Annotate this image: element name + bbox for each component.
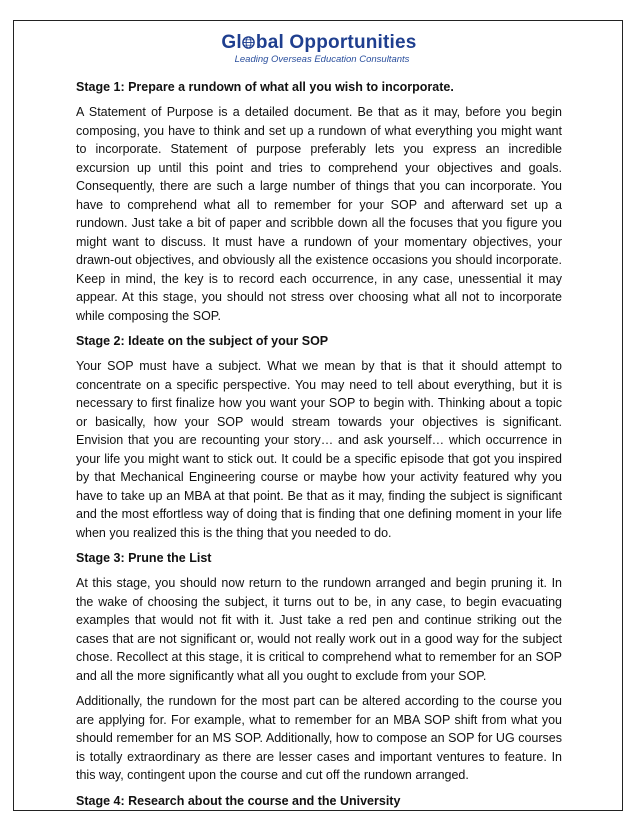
body-paragraph: Your SOP must have a subject. What we mean by that is that it should attempt to concentrate on a specific perspective. You may need to tell about everything, but it is necessary to first finalize how you want your SOP to begin with. Thinking about a topic or basically, how your SOP would stream towards your objectives is significant. Envision that you are recounting your story… and ask yourself… which occurrence in your life you might want to stick out. It could be a specific episode that got you inspired by that Mechanical Engineering course or maybe how your activity featured why you have to take up an MBA at that point. Be that as it may, finding the subject is significant and the most effortless way of doing that is finding that one defining moment in your life when you realized this is the thing that you needed to do.: [76, 359, 562, 540]
section-heading: Stage 4: Research about the course and the University: [76, 793, 401, 808]
logo-wordmark: [0, 33, 638, 53]
globe-icon: [242, 34, 255, 47]
logo-suffix: bal Opportunities: [255, 32, 417, 53]
section-heading: Stage 1: Prepare a rundown of what all you wish to incorporate.: [76, 80, 454, 94]
body-paragraph: At this stage, you should now return to the rundown arranged and begin pruning it. In the wake of choosing the subject, it turns out to be, in any case, to begin evacuating examples that would not fit with it. Just take a red pen and continue striking out the cases that are not significant or, would not really work out in a good way for the subject chose. Recollect at this stage, it is critical to comprehend what to remember for an SOP and all the more significantly what all you ought to exclude from your SOP.: [76, 576, 562, 683]
logo-prefix: Gl: [221, 32, 242, 53]
body-paragraph: A Statement of Purpose is a detailed document. Be that as it may, before you begin composing, you have to think and set up a rundown of what everything you might want to incorporate. Statement of purpose preferably lets you express an incredible excursion up until this point and tries to comprehend your objectives and goals. Consequently, there are such a large number of things that you can incorporate. You have to comprehend what all to remember for your SOP and afterward set up a rundown. Just take a bit of paper and scribble down all the focuses that you figure you might want to discuss. It must have a rundown of your momentary objectives, your drawn-out objectives, and obviously all the existence occasions you should incorporate. Keep in mind, the key is to record each occurrence, in any case, unessential it may appear. At this stage, you should not stress over choosing what all not to incorporate while composing the SOP.: [76, 105, 562, 323]
document-body: [76, 78, 562, 817]
section-heading: Stage 2: Ideate on the subject of your SOP: [76, 334, 329, 348]
body-paragraph: Additionally, the rundown for the most part can be altered according to the course you are applying for. For example, what to remember for an MBA SOP shift from what you should remember for an MS SOP. Additionally, how to compose an SOP for UG courses is totally extraordinary as there are lesser cases and important ventures to feature. In this way, contingent upon the course and cut off the rundown arranged.: [76, 694, 562, 782]
section-heading: Stage 3: Prune the List: [76, 551, 212, 565]
logo-tagline: Leading Overseas Education Consultants: [234, 54, 410, 65]
company-logo: [0, 33, 638, 65]
